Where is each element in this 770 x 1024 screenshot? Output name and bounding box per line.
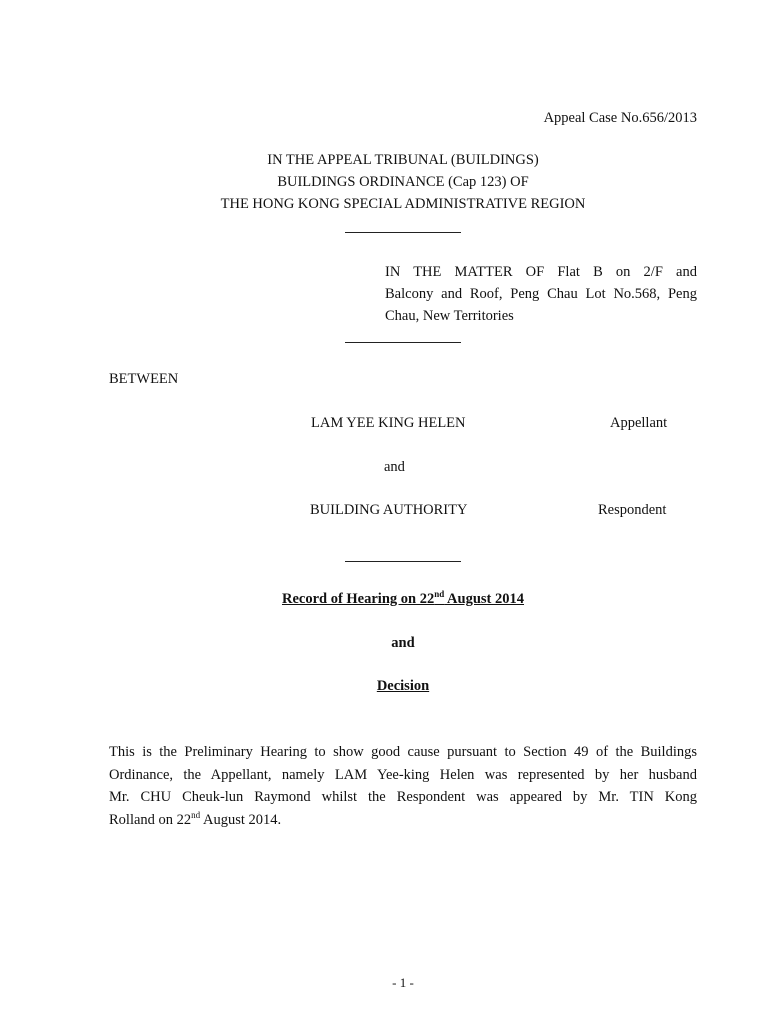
record-title-prefix: Record of Hearing on 22 [281,591,435,607]
divider-1 [345,232,461,233]
record-and: and [391,635,415,651]
matter-line-1: IN THE MATTER OF Flat B on 2/F and [385,264,697,280]
appellant-name: LAM YEE KING HELEN [311,415,466,431]
paragraph-line-3: Mr. CHU Cheuk-lun Raymond whilst the Respondent was appeared by Mr. TIN Kong [109,789,697,805]
paragraph-line-4-prefix: Rolland on 22 [109,811,192,828]
matter-line-2: Balcony and Roof, Peng Chau Lot No.568, Peng [385,286,697,302]
paragraph-line-4-suffix: August 2014. [200,811,282,828]
page-number: - 1 - [392,975,414,990]
heading-line-3: THE HONG KONG SPECIAL ADMINISTRATIVE REGION [220,196,586,212]
matter-line-3: Chau, New Territories [385,308,514,324]
record-title [18,591,770,608]
record-title-suffix: August 2014 [444,591,525,607]
parties-and: and [384,459,405,475]
divider-2 [345,342,461,343]
paragraph-line-4 [109,809,697,832]
heading-line-2: BUILDINGS ORDINANCE (Cap 123) OF [277,174,529,190]
decision-text: Decision [376,678,430,694]
heading-line-1: IN THE APPEAL TRIBUNAL (BUILDINGS) [267,152,539,168]
decision-title [18,678,770,695]
case-number: Appeal Case No.656/2013 [543,110,697,126]
record-title-sup: nd [434,589,445,599]
respondent-name: BUILDING AUTHORITY [310,502,468,518]
matter-block [385,261,697,327]
respondent-role: Respondent [598,502,667,518]
body-paragraph [109,741,697,831]
paragraph-line-4-sup: nd [191,809,201,820]
divider-3 [345,561,461,562]
appellant-role: Appellant [610,415,668,431]
between-label: BETWEEN [109,371,179,387]
paragraph-line-2: Ordinance, the Appellant, namely LAM Yee-king Helen was represented by her husband [109,766,697,783]
paragraph-line-1: This is the Preliminary Hearing to show good cause pursuant to Section 49 of the Buildings [109,744,697,760]
